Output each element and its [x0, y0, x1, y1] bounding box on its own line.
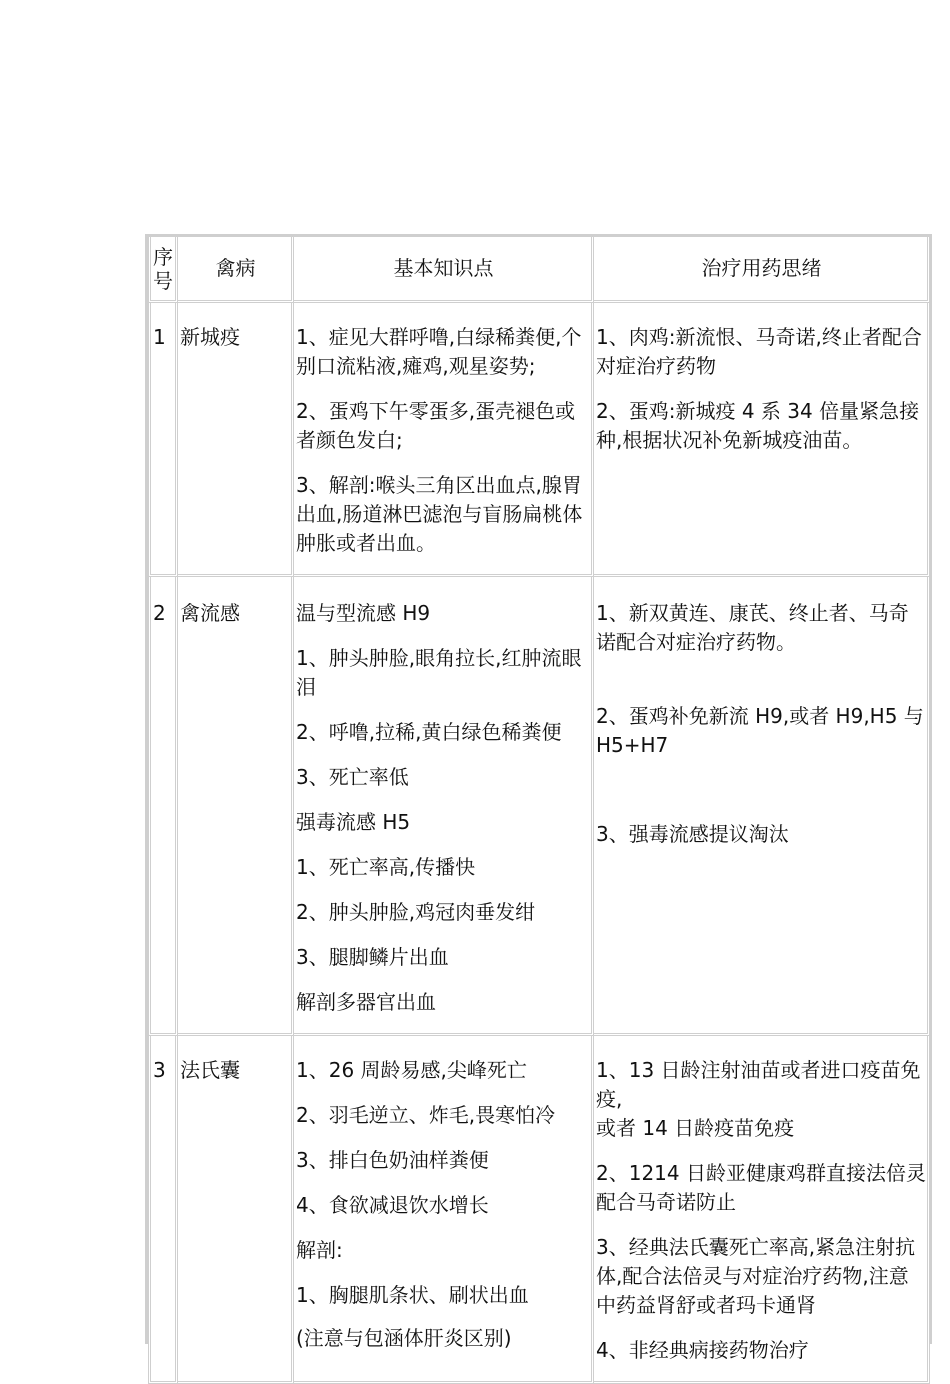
- treatment-cell: [594, 577, 930, 1036]
- knowledge-item: 4、食欲减退饮水增长: [296, 1193, 489, 1217]
- treatment-item: 2、蛋鸡:新城疫 4 系 34 倍量紧急接种,根据状况补免新城疫油苗。: [596, 399, 920, 452]
- knowledge-item: 1、死亡率高,传播快: [296, 855, 476, 879]
- disease-name: 新城疫: [178, 303, 294, 577]
- knowledge-item: 强毒流感 H5: [296, 810, 411, 834]
- treatment-item: 2、蛋鸡补免新流 H9,或者 H9,H5 与 H5+H7: [596, 704, 924, 757]
- disease-table-frame: [145, 234, 932, 1362]
- treatment-cell: [594, 303, 930, 577]
- knowledge-item: 1、症见大群呼噜,白绿稀粪便,个别口流粘液,瘫鸡,观星姿势;: [296, 325, 582, 378]
- knowledge-item: (注意与包涵体肝炎区别): [296, 1326, 512, 1350]
- treatment-item: 1、新双黄连、康芪、终止者、马奇诺配合对症治疗药物。: [596, 601, 909, 654]
- table-row: [148, 303, 930, 577]
- knowledge-item: 1、胸腿肌条状、刷状出血: [296, 1283, 529, 1307]
- treatment-item: 1、肉鸡:新流恨、马奇诺,终止者配合对症治疗药物: [596, 325, 922, 378]
- knowledge-item: 3、死亡率低: [296, 765, 409, 789]
- knowledge-item: 3、排白色奶油样粪便: [296, 1148, 489, 1172]
- knowledge-item: 1、26 周龄易感,尖峰死亡: [296, 1058, 527, 1082]
- treatment-cell: [594, 1036, 930, 1384]
- knowledge-item: 3、解剖:喉头三角区出血点,腺胃出血,肠道淋巴滤泡与盲肠扁桃体肿胀或者出血。: [296, 473, 583, 555]
- disease-name: 法氏囊: [178, 1036, 294, 1384]
- header-number: 序 号: [148, 237, 178, 303]
- treatment-item: 2、1214 日龄亚健康鸡群直接法倍灵配合马奇诺防止: [596, 1161, 926, 1214]
- knowledge-item: 2、呼噜,拉稀,黄白绿色稀粪便: [296, 720, 562, 744]
- knowledge-item: 2、羽毛逆立、炸毛,畏寒怕冷: [296, 1103, 556, 1127]
- knowledge-item: 2、肿头肿脸,鸡冠肉垂发绀: [296, 900, 536, 924]
- knowledge-item: 解剖多器官出血: [296, 990, 436, 1014]
- knowledge-item: 3、腿脚鳞片出血: [296, 945, 449, 969]
- disease-table: [148, 237, 930, 1384]
- treatment-item: 3、强毒流感提议淘汰: [596, 822, 789, 846]
- table-header-row: [148, 237, 930, 303]
- knowledge-cell: [294, 1036, 594, 1384]
- row-number: 3: [148, 1036, 178, 1384]
- header-knowledge: 基本知识点: [294, 237, 594, 303]
- disease-name: 禽流感: [178, 577, 294, 1036]
- treatment-item: 4、非经典病接药物治疗: [596, 1338, 809, 1362]
- knowledge-item: 2、蛋鸡下午零蛋多,蛋壳褪色或者颜色发白;: [296, 399, 576, 452]
- table-row: [148, 577, 930, 1036]
- header-treatment: 治疗用药思绪: [594, 237, 930, 303]
- knowledge-item: 温与型流感 H9: [296, 601, 431, 625]
- knowledge-cell: [294, 303, 594, 577]
- treatment-item: 或者 14 日龄疫苗免疫: [596, 1116, 795, 1140]
- row-number: 2: [148, 577, 178, 1036]
- treatment-item: 1、13 日龄注射油苗或者进口疫苗免疫,: [596, 1058, 921, 1111]
- knowledge-item: 解剖:: [296, 1238, 343, 1262]
- knowledge-cell: [294, 577, 594, 1036]
- knowledge-item: 1、肿头肿脸,眼角拉长,红肿流眼泪: [296, 646, 582, 699]
- table-row: [148, 1036, 930, 1384]
- treatment-item: 3、经典法氏囊死亡率高,紧急注射抗体,配合法倍灵与对症治疗药物,注意中药益肾舒或者玛卡通肾: [596, 1235, 916, 1317]
- header-disease: 禽病: [178, 237, 294, 303]
- row-number: 1: [148, 303, 178, 577]
